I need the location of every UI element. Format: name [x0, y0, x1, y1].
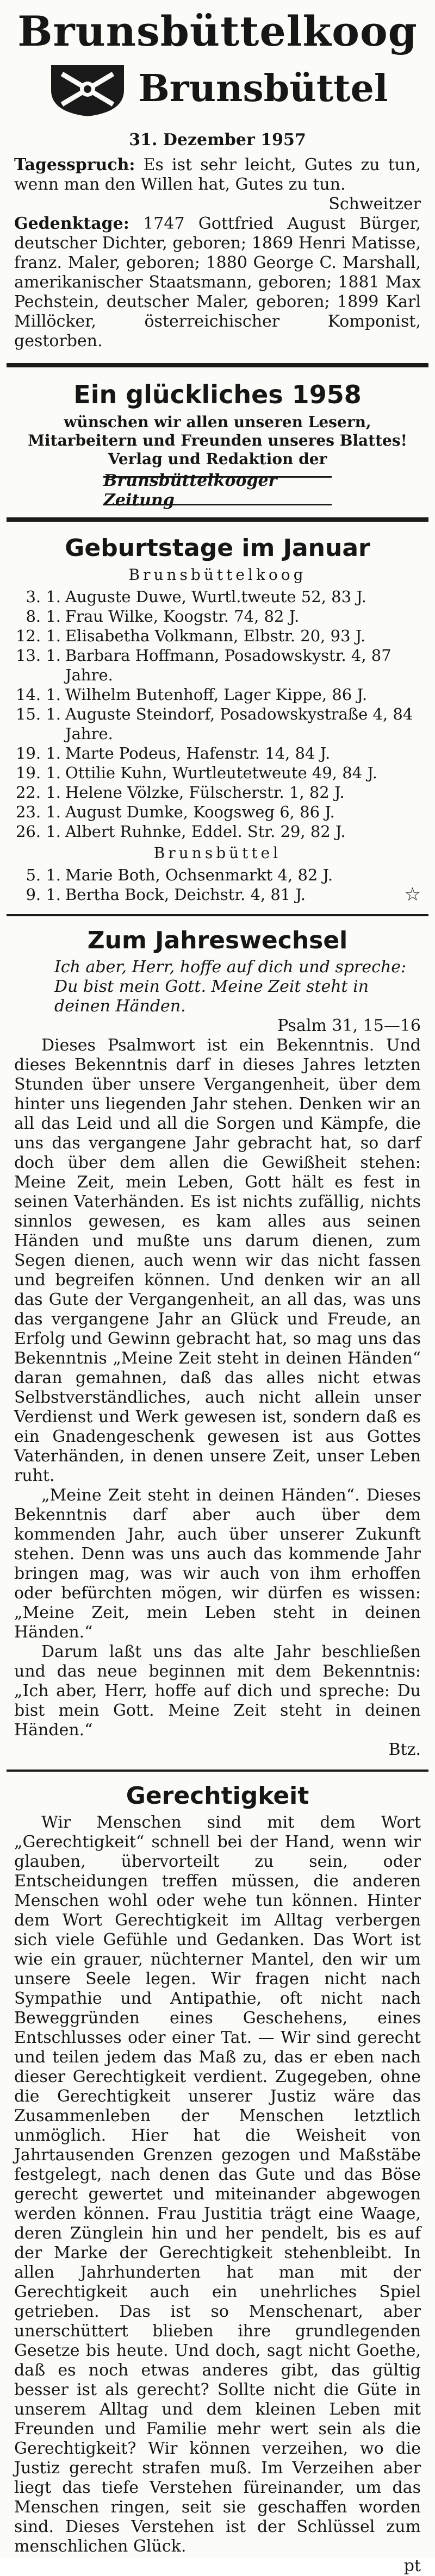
- psalm-reference: Psalm 31, 15—16: [277, 1016, 421, 1035]
- birthday-date: 23. 1.: [15, 803, 61, 821]
- birthday-text: Bertha Bock, Deichstr. 4, 81 J.: [65, 885, 306, 904]
- masthead-row: [0, 59, 435, 118]
- birthday-date: 26. 1.: [15, 822, 61, 841]
- birthday-date: 22. 1.: [15, 783, 61, 802]
- birthday-list: [14, 587, 421, 841]
- newspaper-banner: [103, 471, 332, 510]
- birthday-entry: [14, 802, 421, 822]
- birthday-entry: [14, 646, 421, 685]
- masthead-title: Brunsbüttelkoog: [17, 7, 418, 55]
- gerechtigkeit-title: Gerechtigkeit: [126, 1782, 309, 1810]
- birthday-entry: [14, 783, 421, 802]
- gedenktage-text: 1747 Gottfried August Bürger, deutscher Dichter, geboren; 1869 Henri Matisse, franz. Maler, geboren; 1880 George C. Marshall, amerikanischer Staatsmann, geboren; 1881 Max Pechstein, deutscher Maler, geboren; 1899 Karl Millöcker, österreichischer Komponist, gestorben.: [14, 214, 421, 351]
- gedenktage-label: Gedenktage:: [14, 214, 129, 233]
- tagesspruch-text: Es ist sehr leicht, Gutes zu tun, wenn man den Willen hat, Gutes zu tun.: [14, 155, 421, 194]
- star-icon: ☆: [404, 884, 421, 905]
- article-paragraph: Darum laßt uns das alte Jahr beschließen und das neue beginnen mit dem Bekenntnis: „Ich aber, Herr, hoffe auf dich und spreche: Du bist mein Gott. Meine Zeit steht in deinen Händen.“: [14, 1642, 421, 1740]
- article-signature: pt: [403, 2556, 421, 2575]
- article-signature: Btz.: [388, 1740, 421, 1759]
- article-paragraph: Dieses Psalmwort ist ein Bekenntnis. Und dieses Bekenntnis darf in dieses Jahres letzten Stunden über unsere Vergangenheit, über dem hinter uns liegenden Jahr stehen. Denken wir an all das Leid und all die Sorgen und Kämpfe, die uns das vergangene Jahr gebracht hat, so darf doch über dem allen die Gewißheit stehen: Meine Zeit, mein Leben, Gott hält es fest in seinen Vaterhänden. Es ist nichts zufällig, nichts sinnlos gewesen, es kam alles aus seinen Händen und mußte uns darum dienen, zum Segen dienen, auch wenn wir das nicht fassen und begreifen können. Und denken wir an all das Gute der Vergangenheit, an all das, was uns das vergangene Jahr an Glück und Freude, an Erfolg und Gewinn gebracht hat, so mag uns das Bekenntnis „Meine Zeit steht in deinen Händen“ daran gemahnen, daß das alles nicht etwas Selbstverständliches, auch nicht allein unser Verdienst und Werk gewesen ist, sondern daß es ein Gnadengeschenk gewesen ist aus Gottes Vaterhänden, in denen unsere Zeit, unser Leben ruht.: [14, 1036, 421, 1485]
- divider: [7, 1770, 428, 1772]
- masthead: [0, 0, 435, 118]
- birthday-date: 5. 1.: [26, 866, 61, 884]
- tagesspruch-label: Tagesspruch:: [14, 155, 135, 174]
- birthday-date: 15. 1.: [15, 705, 61, 723]
- article-paragraph: Wir Menschen sind mit dem Wort „Gerechtigkeit“ schnell bei der Hand, wenn wir glauben, übervorteilt zu sein, oder Entscheidungen treffen müssen, die anderen Menschen wohl oder wehe tun können. Hinter dem Wort Gerechtigkeit im Alltag verbergen sich viele Gefühle und Gedanken. Das Wort ist wie ein grauer, nüchterner Mantel, den wir um unsere Seele legen. Wir fragen nicht nach Sympathie und Antipathie, oft nicht nach Beweggründen eines Geschehens, eines Entschlusses oder einer Tat. — Wir sind gerecht und teilen jedem das Maß zu, das er eben nach dieser Gerechtigkeit verdient. Zugegeben, ohne die Gerechtigkeit unserer Justiz wäre das Zusammenleben der Menschen letztlich unmöglich. Hier hat die Weisheit von Jahrtausenden Grenzen gezogen und Maßstäbe festgelegt, nach denen das Gute und das Böse gerecht gewertet und miteinander abgewogen werden können. Frau Justitia trägt eine Waage, deren Zünglein hin und her pendelt, bis es auf der Marke der Gerechtigkeit stehenbleibt. In allen Jahrhunderten hat man mit der Gerechtigkeit auch ein unehrliches Spiel getrieben. Das ist so Menschenart, aber unerschüttert blieben ihre grundlegenden Gesetze bis heute. Und doch, sagt nicht Goethe, daß es noch etwas anderes gibt, das gültig besser ist als gerecht? Sollte nicht die Güte in unserem Alltag und dem kleinen Leben mit Freunden und Familie mehr wert sein als die Gerechtigkeit? Wir können verzeihen, wo die Justiz gerecht strafen muß. Im Verzeihen aber liegt das tiefe Verstehen füreinander, um das Menschen ringen, seit sie geschaffen worden sind. Dieses Verstehen ist der Schlüssel zum menschlichen Glück.: [14, 1813, 421, 2556]
- birthday-date: 19. 1.: [15, 744, 61, 762]
- town-name: Brunsbüttel: [153, 844, 282, 862]
- divider: [7, 914, 428, 916]
- birthday-date: 3. 1.: [26, 587, 61, 606]
- birthday-entry: [14, 704, 421, 743]
- masthead-subtitle: Brunsbüttel: [138, 67, 388, 110]
- birthday-entry: [14, 885, 421, 904]
- gedenktage: [14, 214, 421, 351]
- tagesspruch-author: Schweitzer: [328, 195, 421, 214]
- birthday-entry: [14, 587, 421, 607]
- birthday-text: Helene Völzke, Fülscherstr. 1, 82 J.: [65, 783, 345, 802]
- newspaper-banner-text: Brunsbüttelkooger Zeitung: [103, 471, 277, 510]
- birthday-date: 19. 1.: [15, 764, 61, 782]
- birthday-entry: [14, 743, 421, 763]
- birthdays-title: Geburtstage im Januar: [65, 534, 370, 562]
- birthday-text: Elisabetha Volkmann, Elbstr. 20, 93 J.: [65, 627, 366, 645]
- birthday-entry: [14, 763, 421, 783]
- birthday-date: 12. 1.: [15, 627, 61, 645]
- greeting-publisher-line: Verlag und Redaktion der: [108, 450, 327, 468]
- birthday-text: Auguste Steindorf, Posadowskystraße 4, 84 Jahre.: [65, 705, 413, 743]
- birthday-text: Marie Both, Ochsenmarkt 4, 82 J.: [65, 866, 333, 884]
- birthday-date: 8. 1.: [26, 607, 61, 626]
- birthday-entry: [14, 685, 421, 704]
- birthday-date: 13. 1.: [15, 646, 61, 665]
- birthday-text: Marte Podeus, Hafenstr. 14, 84 J.: [65, 744, 331, 762]
- town-name: Brunsbüttelkoog: [128, 566, 307, 584]
- birthday-date: 14. 1.: [15, 685, 61, 704]
- birthday-text: Ottilie Kuhn, Wurtleutetweute 49, 84 J.: [65, 764, 377, 782]
- birthday-entry: [14, 626, 421, 646]
- greeting-line: wünschen wir allen unseren Lesern, Mitarbeitern und Freunden unseres Blattes!: [28, 413, 407, 449]
- divider: [7, 363, 428, 367]
- birthday-text: Frau Wilke, Koogstr. 74, 82 J.: [65, 607, 300, 626]
- coat-of-arms-icon: [47, 59, 128, 118]
- greeting-headline: Ein glückliches 1958: [73, 380, 362, 409]
- birthday-text: Albert Ruhnke, Eddel. Str. 29, 82 J.: [65, 822, 346, 841]
- tagesspruch: [14, 155, 421, 195]
- divider: [7, 517, 428, 522]
- birthday-entry: [14, 865, 421, 885]
- birthday-list: [14, 865, 421, 904]
- birthday-text: Wilhelm Butenhoff, Lager Kippe, 86 J.: [65, 685, 368, 704]
- birthday-entry: [14, 607, 421, 626]
- birthday-entry: [14, 822, 421, 841]
- birthday-date: 9. 1.: [26, 885, 61, 904]
- jahreswechsel-title: Zum Jahreswechsel: [87, 927, 348, 954]
- birthday-text: Auguste Duwe, Wurtl.tweute 52, 83 J.: [65, 587, 366, 606]
- issue-date: 31. Dezember 1957: [129, 130, 306, 149]
- birthday-text: August Dumke, Koogsweg 6, 86 J.: [65, 803, 335, 821]
- psalm-quote: Ich aber, Herr, hoffe auf dich und spreche: Du bist mein Gott. Meine Zeit steht in deinen Händen.: [54, 958, 407, 1016]
- birthday-text: Barbara Hoffmann, Posadowskystr. 4, 87 Jahre.: [65, 646, 391, 684]
- article-paragraph: „Meine Zeit steht in deinen Händen“. Dieses Bekenntnis darf aber auch über dem kommenden Jahr, auch über unserer Zukunft stehen. Denn was uns auch das kommende Jahr bringen mag, was wir auch von ihm erhoffen oder befürchten mögen, wir dürfen es wissen: „Meine Zeit, mein Leben steht in deinen Händen.“: [14, 1486, 421, 1642]
